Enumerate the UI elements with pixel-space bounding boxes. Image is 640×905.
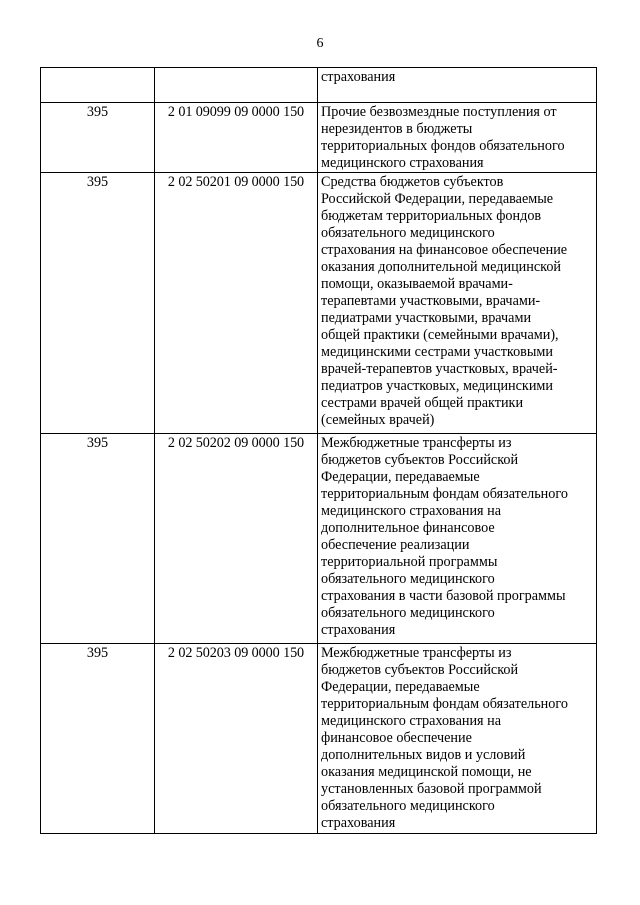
table-row bbox=[41, 68, 597, 103]
description-line: территориальным фондам обязательного bbox=[321, 696, 568, 712]
description-line: бюджетам территориальных фондов bbox=[321, 208, 542, 224]
description-line: обязательного медицинского bbox=[321, 798, 495, 814]
description-line: Прочие безвозмездные поступления от bbox=[321, 104, 557, 120]
page-number: 6 bbox=[316, 36, 324, 51]
description-line: обеспечение реализации bbox=[321, 537, 470, 553]
description-line: Российской Федерации, передаваемые bbox=[321, 191, 554, 207]
description-line: страхования на финансовое обеспечение bbox=[321, 242, 568, 258]
admin-code-cell: 395 bbox=[41, 434, 155, 644]
description-line: страхования в части базовой программы bbox=[321, 588, 566, 604]
table-row bbox=[41, 103, 597, 173]
description-line: оказания дополнительной медицинской bbox=[321, 259, 562, 275]
description-line: педиатров участковых, медицинскими bbox=[321, 378, 553, 394]
description-line: (семейных врачей) bbox=[321, 412, 435, 428]
description-line: Федерации, передаваемые bbox=[321, 679, 480, 695]
description-line: финансовое обеспечение bbox=[321, 730, 472, 746]
description-line: педиатрами участковыми, врачами bbox=[321, 310, 532, 326]
description-line: территориальной программы bbox=[321, 554, 498, 570]
description-line: дополнительное финансовое bbox=[321, 520, 495, 536]
description-line: общей практики (семейными врачами), bbox=[321, 327, 559, 343]
budget-classification-code-cell: 2 01 09099 09 0000 150 bbox=[155, 103, 318, 173]
description-line: территориальным фондам обязательного bbox=[321, 486, 568, 502]
description-line: терапевтами участковыми, врачами- bbox=[321, 293, 541, 309]
description-cell bbox=[318, 68, 597, 103]
description-line: территориальных фондов обязательного bbox=[321, 138, 565, 154]
description-line: Межбюджетные трансферты из bbox=[321, 645, 512, 661]
budget-codes-table bbox=[40, 67, 597, 834]
description-line: врачей-терапевтов участковых, врачей- bbox=[321, 361, 558, 377]
description-line: бюджетов субъектов Российской bbox=[321, 452, 519, 468]
description-line: установленных базовой программой bbox=[321, 781, 542, 797]
description-line: помощи, оказываемой врачами- bbox=[321, 276, 513, 292]
admin-code-cell: 395 bbox=[41, 103, 155, 173]
budget-classification-code-cell: 2 02 50203 09 0000 150 bbox=[155, 644, 318, 834]
description-line: медицинского страхования bbox=[321, 155, 484, 171]
table-row bbox=[41, 173, 597, 434]
description-line: медицинского страхования на bbox=[321, 503, 502, 519]
description-line: Федерации, передаваемые bbox=[321, 469, 480, 485]
description-line: сестрами врачей общей практики bbox=[321, 395, 524, 411]
description-line: медицинского страхования на bbox=[321, 713, 502, 729]
budget-classification-code-cell: 2 02 50201 09 0000 150 bbox=[155, 173, 318, 434]
description-cell bbox=[318, 173, 597, 434]
table-row bbox=[41, 434, 597, 644]
table-body bbox=[41, 68, 597, 834]
table-row bbox=[41, 644, 597, 834]
admin-code-cell: 395 bbox=[41, 173, 155, 434]
description-line: дополнительных видов и условий bbox=[321, 747, 526, 763]
description-cell bbox=[318, 103, 597, 173]
description-line: страхования bbox=[321, 69, 396, 85]
description-cell bbox=[318, 644, 597, 834]
description-line: бюджетов субъектов Российской bbox=[321, 662, 519, 678]
description-cell bbox=[318, 434, 597, 644]
admin-code-cell bbox=[41, 68, 155, 103]
description-line: Межбюджетные трансферты из bbox=[321, 435, 512, 451]
budget-classification-code-cell bbox=[155, 68, 318, 103]
admin-code-cell: 395 bbox=[41, 644, 155, 834]
description-line: Средства бюджетов субъектов bbox=[321, 174, 504, 190]
description-line: страхования bbox=[321, 815, 396, 831]
description-line: обязательного медицинского bbox=[321, 571, 495, 587]
description-line: оказания медицинской помощи, не bbox=[321, 764, 532, 780]
description-line: нерезидентов в бюджеты bbox=[321, 121, 473, 137]
description-line: обязательного медицинского bbox=[321, 225, 495, 241]
description-line: обязательного медицинского bbox=[321, 605, 495, 621]
description-line: медицинскими сестрами участковыми bbox=[321, 344, 553, 360]
description-line: страхования bbox=[321, 622, 396, 638]
budget-classification-code-cell: 2 02 50202 09 0000 150 bbox=[155, 434, 318, 644]
